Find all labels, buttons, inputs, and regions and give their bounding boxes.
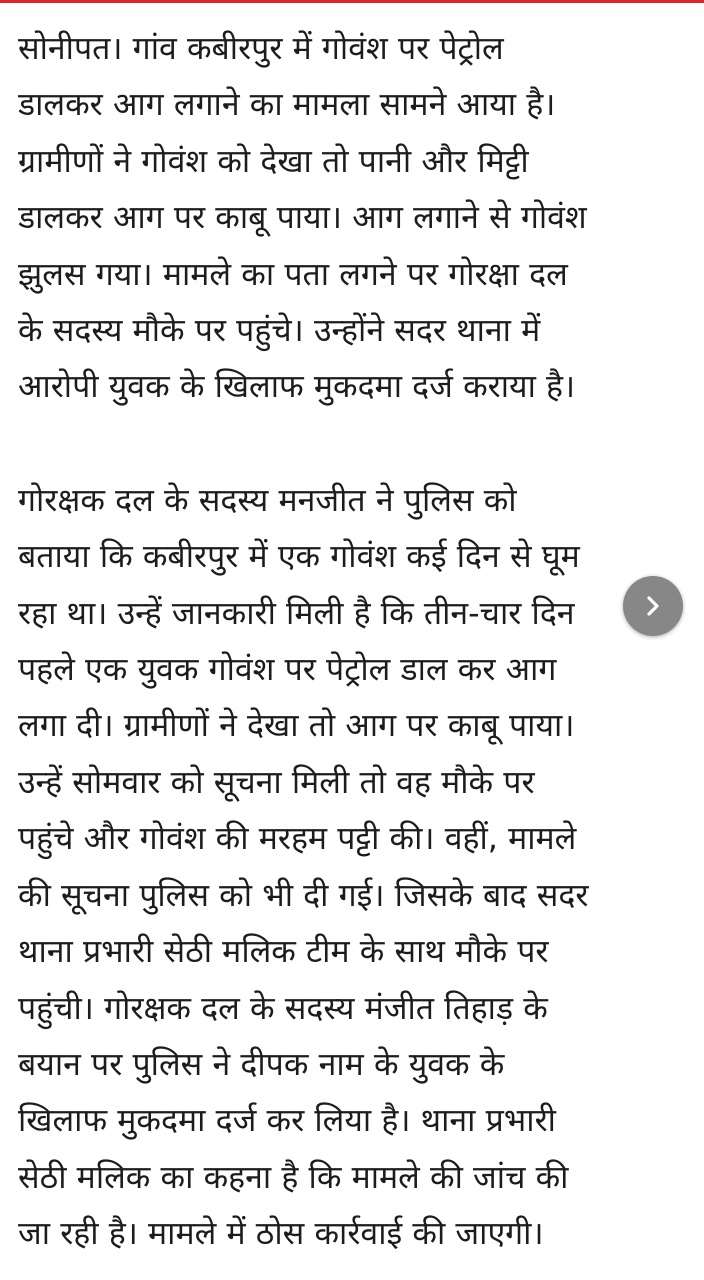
text-line: की सूचना पुलिस को भी दी गई। जिसके बाद सदर (18, 875, 589, 914)
paragraph-2 (18, 472, 694, 1262)
text-line: गोरक्षक दल के सदस्य मनजीत ने पुलिस को (18, 480, 517, 519)
text-line: पहुंची। गोरक्षक दल के सदस्य मंजीत तिहाड़ के (18, 988, 548, 1027)
text-line: लगा दी। ग्रामीणों ने देखा तो आग पर काबू पाया। (18, 706, 575, 745)
chevron-right-icon (640, 593, 666, 619)
next-page-button[interactable] (623, 576, 683, 636)
text-line: डालकर आग पर काबू पाया। आग लगाने से गोवंश (18, 198, 587, 237)
text-line: बयान पर पुलिस ने दीपक नाम के युवक के (18, 1044, 505, 1083)
paragraph-gap (18, 415, 694, 472)
text-line: सेठी मलिक का कहना है कि मामले की जांच की (18, 1157, 569, 1196)
text-line: सोनीपत। गांव कबीरपुर में गोवंश पर पेट्रोल (18, 29, 504, 67)
article-body (18, 20, 694, 1262)
text-line: आरोपी युवक के खिलाफ मुकदमा दर्ज कराया है। (18, 367, 576, 406)
text-line: पहले एक युवक गोवंश पर पेट्रोल डाल कर आग (18, 650, 557, 689)
paragraph-1 (18, 20, 694, 415)
text-line: ग्रामीणों ने गोवंश को देखा तो पानी और मिट्टी (18, 141, 529, 180)
text-line: झुलस गया। मामले का पता लगने पर गोरक्षा दल (18, 254, 568, 293)
text-line: उन्हें सोमवार को सूचना मिली तो वह मौके पर (18, 762, 535, 801)
text-line: रहा था। उन्हें जानकारी मिली है कि तीन-चार दिन (18, 593, 575, 632)
top-accent-bar (0, 0, 704, 3)
text-line: खिलाफ मुकदमा दर्ज कर लिया है। थाना प्रभारी (18, 1101, 556, 1140)
text-line: के सदस्य मौके पर पहुंचे। उन्होंने सदर थाना में (18, 311, 541, 350)
text-line: डालकर आग लगाने का मामला सामने आया है। (18, 85, 556, 124)
text-line: थाना प्रभारी सेठी मलिक टीम के साथ मौके पर (18, 932, 549, 971)
text-line: जा रही है। मामले में ठोस कार्रवाई की जाएगी। (18, 1214, 544, 1253)
text-line: पहुंचे और गोवंश की मरहम पट्टी की। वहीं, मामले (18, 819, 577, 858)
text-line: बताया कि कबीरपुर में एक गोवंश कई दिन से घूम (18, 537, 580, 576)
